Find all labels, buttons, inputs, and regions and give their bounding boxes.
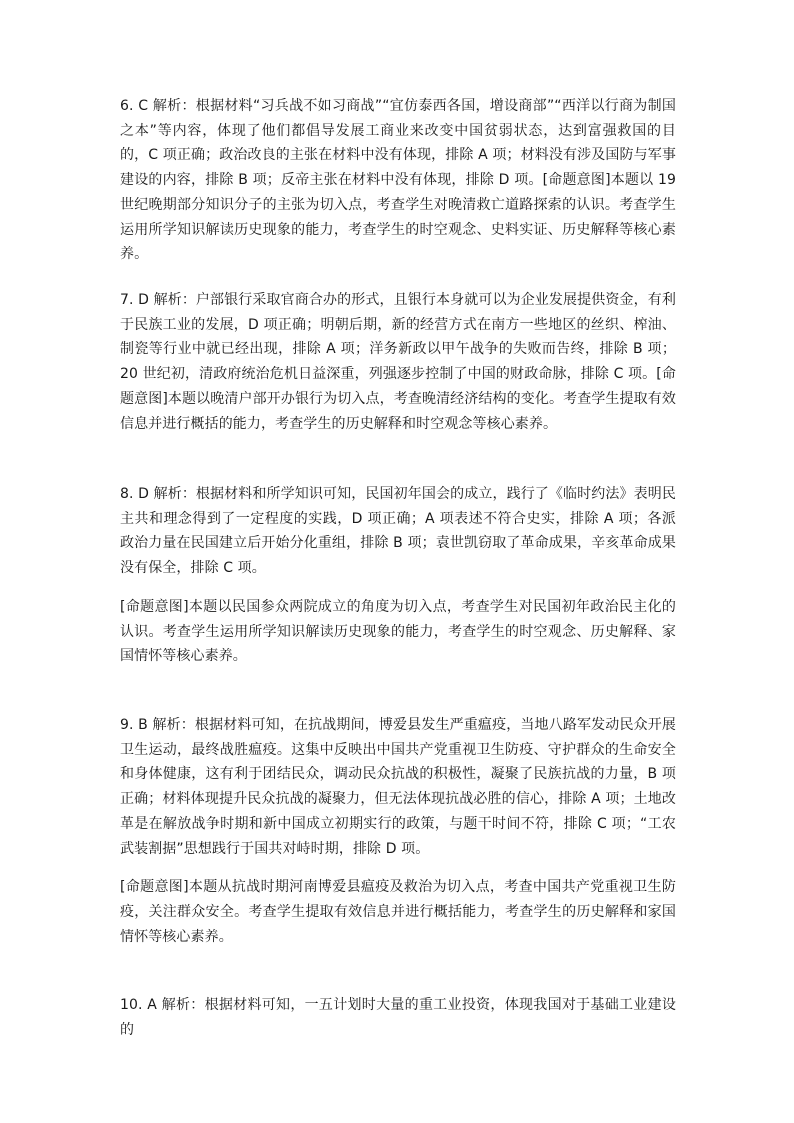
answer-explanation-6 [120, 94, 676, 267]
intent-paragraph: [命题意图]本题以民国参众两院成立的角度为切入点，考查学生对民国初年政治民主化的认识。考查学生运用所学知识解读历史现象的能力，考查学生的时空观念、历史解释、家国情怀等核心素养。 [120, 598, 676, 665]
explanation-paragraph: 10. A 解析：根据材料可知，一五计划时大量的重工业投资，体现我国对于基础工业建设的 [120, 997, 676, 1038]
explanation-paragraph: 7. D 解析：户部银行采取官商合办的形式，且银行本身就可以为企业发展提供资金，有利于民族工业的发展，D 项正确；明朝后期，新的经营方式在南方一些地区的丝织、榨油、制瓷等行业中就已经出现，排除 A 项；洋务新政以甲午战争的失败而告终，排除 B 项；20 世纪初，清政府统治危机日益深重，列强逐步控制了中国的财政命脉，排除 C 项。[命题意图]本题以晚清户部开办银行为切入点，考查晚清经济结构的变化。考查学生提取有效信息并进行概括的能力，考查学生的历史解释和时空观念等核心素养。 [120, 292, 676, 432]
answer-explanation-8 [120, 482, 676, 669]
answer-explanation-7 [120, 288, 676, 436]
explanation-paragraph: 9. B 解析：根据材料可知，在抗战期间，博爱县发生严重瘟疫，当地八路军发动民众开展卫生运动，最终战胜瘟疫。这集中反映出中国共产党重视卫生防疫、守护群众的生命安全和身体健康，这有利于团结民众，调动民众抗战的积极性，凝聚了民族抗战的力量，B 项正确；材料体现提升民众抗战的凝聚力，但无法体现抗战必胜的信心，排除 A 项；土地改革是在解放战争时期和新中国成立初期实行的政策，与题干时间不符，排除 C 项；“工农武装割据”思想践行于国共对峙时期，排除 D 项。 [120, 717, 676, 857]
answer-explanation-10 [120, 993, 676, 1042]
intent-paragraph: [命题意图]本题从抗战时期河南博爱县瘟疫及救治为切入点，考查中国共产党重视卫生防疫，关注群众安全。考查学生提取有效信息并进行概括能力，考查学生的历史解释和家国情怀等核心素养。 [120, 879, 676, 945]
explanation-paragraph: 8. D 解析：根据材料和所学知识可知，民国初年国会的成立，践行了《临时约法》表明民主共和理念得到了一定程度的实践，D 项正确；A 项表述不符合史实，排除 A 项；各派政治力量在民国建立后开始分化重组，排除 B 项；袁世凯窃取了革命成果，辛亥革命成果没有保全，排除 C 项。 [120, 486, 676, 577]
answer-explanation-9 [120, 713, 676, 949]
explanation-paragraph: 6. C 解析：根据材料“习兵战不如习商战”“宜仿泰西各国，增设商部”“西洋以行商为制国之本”等内容，体现了他们都倡导发展工商业来改变中国贫弱状态，达到富强救国的目的，C 项正确；政治改良的主张在材料中没有体现，排除 A 项；材料没有涉及国防与军事建设的内容，排除 B 项；反帝主张在材料中没有体现，排除 D 项。[命题意图]本题以 19 世纪晚期部分知识分子的主张为切入点，考查学生对晚清救亡道路探索的认识。考查学生运用所学知识解读历史现象的能力，考查学生的时空观念、史料实证、历史解释等核心素养。 [120, 98, 676, 263]
